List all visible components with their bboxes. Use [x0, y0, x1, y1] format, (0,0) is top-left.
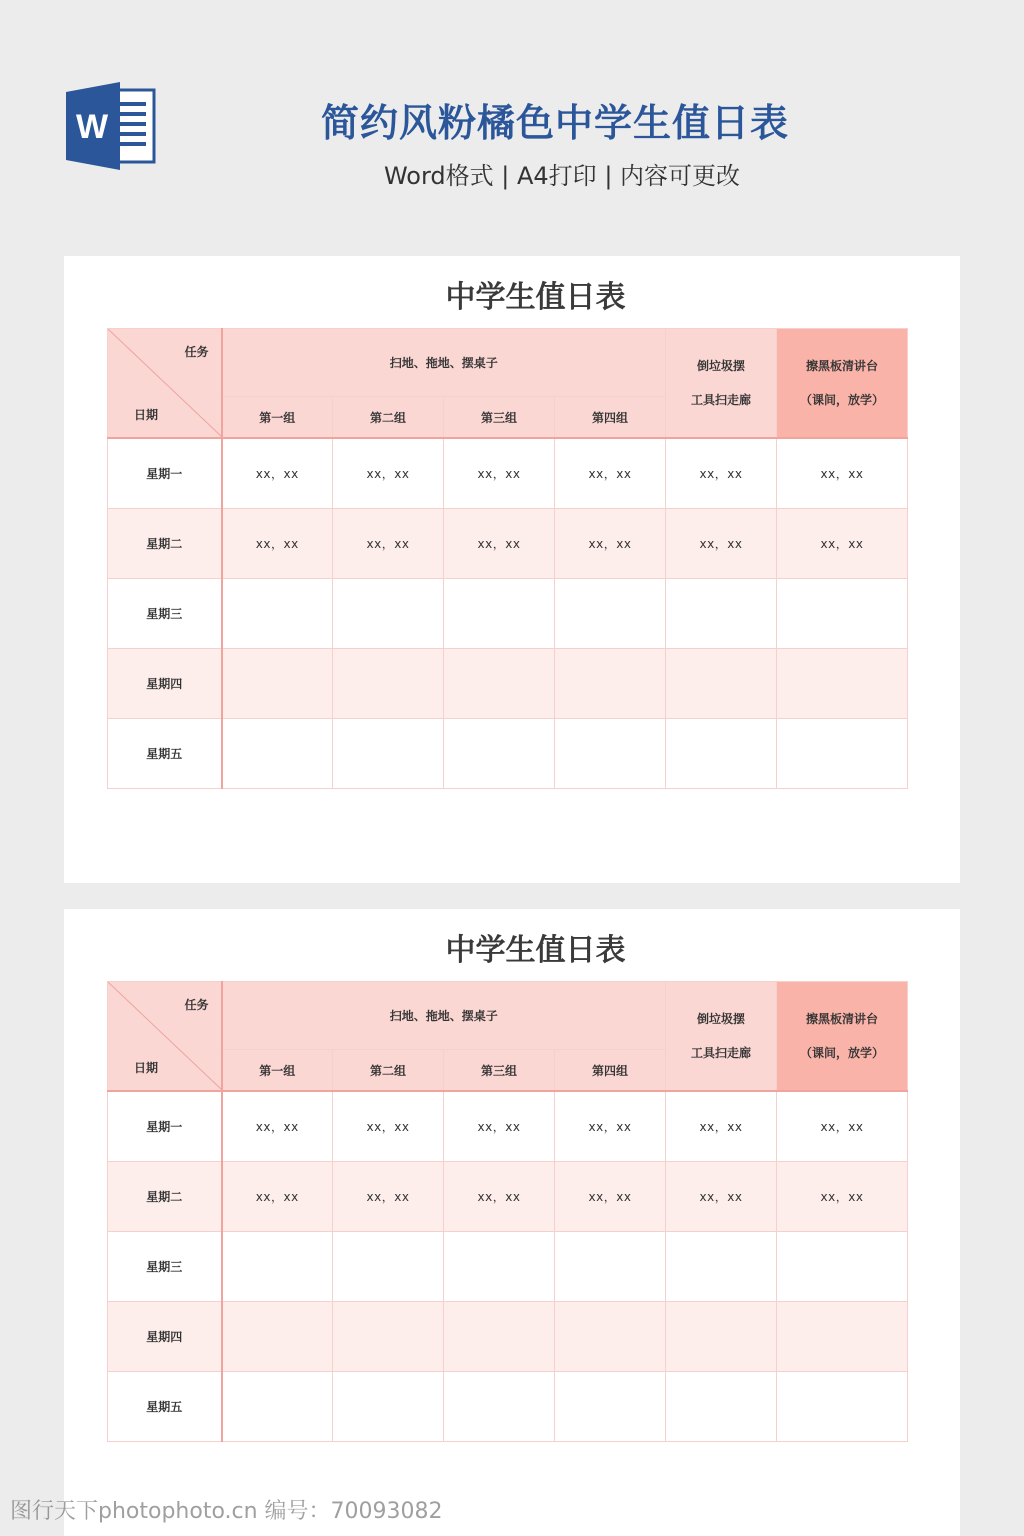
duty-cell: xx，xx [444, 509, 555, 579]
trash-corridor-header [666, 329, 777, 439]
duty-cell [777, 719, 908, 789]
day-label: 星期四 [108, 649, 222, 719]
blackboard-header [777, 982, 908, 1092]
group-header: 第三组 [444, 1050, 555, 1092]
duty-cell [666, 719, 777, 789]
duty-cell [555, 1372, 666, 1442]
day-label: 星期二 [108, 509, 222, 579]
page-title: 简约风粉橘色中学生值日表 [320, 101, 789, 145]
table-row [108, 649, 908, 719]
header-line: （课间，放学） [800, 393, 885, 407]
corner-date-label: 日期 [134, 408, 159, 422]
duty-cell: xx，xx [777, 1091, 908, 1162]
groups-header: 扫地、拖地、摆桌子 [222, 982, 666, 1050]
table-row [108, 1232, 908, 1302]
day-label: 星期一 [108, 1091, 222, 1162]
duty-cell: xx，xx [444, 438, 555, 509]
trash-corridor-header [666, 982, 777, 1092]
duty-cell [777, 1232, 908, 1302]
duty-cell [555, 649, 666, 719]
duty-cell: xx，xx [555, 509, 666, 579]
day-label: 星期四 [108, 1302, 222, 1372]
day-label: 星期五 [108, 719, 222, 789]
header-line: （课间，放学） [800, 1046, 885, 1060]
duty-cell: xx，xx [222, 1091, 333, 1162]
corner-date-label: 日期 [134, 1061, 159, 1075]
duty-cell [444, 1232, 555, 1302]
table-row [108, 1372, 908, 1442]
duty-cell: xx，xx [333, 438, 444, 509]
duty-cell [666, 649, 777, 719]
duty-cell [222, 1372, 333, 1442]
corner-task-label: 任务 [184, 345, 209, 359]
duty-cell [333, 579, 444, 649]
duty-cell: xx，xx [222, 438, 333, 509]
header-line: 擦黑板清讲台 [806, 1012, 879, 1026]
duty-cell [222, 719, 333, 789]
duty-cell [666, 1302, 777, 1372]
table-row [108, 1302, 908, 1372]
sheet-title: 中学生值日表 [445, 933, 626, 968]
header-line: 倒垃圾摆 [697, 359, 746, 373]
group-header: 第四组 [555, 397, 666, 439]
duty-cell [666, 1232, 777, 1302]
duty-cell [555, 719, 666, 789]
duty-cell: xx，xx [666, 438, 777, 509]
duty-cell [777, 649, 908, 719]
duty-cell [333, 1232, 444, 1302]
day-label: 星期三 [108, 579, 222, 649]
duty-cell [333, 1302, 444, 1372]
duty-cell [444, 719, 555, 789]
duty-cell: xx，xx [666, 509, 777, 579]
duty-cell: xx，xx [444, 1162, 555, 1232]
header-line: 擦黑板清讲台 [806, 359, 879, 373]
duty-cell: xx，xx [222, 1162, 333, 1232]
duty-cell [444, 1302, 555, 1372]
preview-page-2 [64, 909, 960, 1536]
day-label: 星期二 [108, 1162, 222, 1232]
duty-cell [444, 649, 555, 719]
duty-cell: xx，xx [777, 509, 908, 579]
duty-cell: xx，xx [555, 1091, 666, 1162]
duty-cell: xx，xx [666, 1091, 777, 1162]
duty-cell [222, 649, 333, 719]
duty-cell [333, 1372, 444, 1442]
duty-cell [555, 1232, 666, 1302]
group-header: 第二组 [333, 1050, 444, 1092]
group-header: 第四组 [555, 1050, 666, 1092]
duty-cell: xx，xx [777, 1162, 908, 1232]
preview-page-1 [64, 256, 960, 883]
header-line: 工具扫走廊 [691, 1046, 752, 1060]
duty-cell [777, 1302, 908, 1372]
duty-cell [555, 579, 666, 649]
duty-cell [444, 1372, 555, 1442]
corner-header-cell [108, 329, 222, 439]
blackboard-header [777, 329, 908, 439]
duty-cell [666, 1372, 777, 1442]
duty-cell: xx，xx [333, 1162, 444, 1232]
corner-task-label: 任务 [184, 998, 209, 1012]
duty-cell: xx，xx [555, 438, 666, 509]
duty-cell [222, 579, 333, 649]
word-logo-letter: W [75, 108, 109, 146]
groups-header: 扫地、拖地、摆桌子 [222, 329, 666, 397]
duty-cell [777, 1372, 908, 1442]
duty-cell: xx，xx [555, 1162, 666, 1232]
day-label: 星期三 [108, 1232, 222, 1302]
day-label: 星期一 [108, 438, 222, 509]
group-header: 第一组 [222, 1050, 333, 1092]
corner-header-cell [108, 982, 222, 1092]
duty-cell [666, 579, 777, 649]
table-row [108, 579, 908, 649]
duty-cell: xx，xx [666, 1162, 777, 1232]
header-line: 倒垃圾摆 [697, 1012, 746, 1026]
day-label: 星期五 [108, 1372, 222, 1442]
duty-cell [444, 579, 555, 649]
page-subtitle: Word格式 | A4打印 | 内容可更改 [383, 162, 741, 190]
watermark-text: 图行天下photophoto.cn 编号：70093082 [10, 1499, 443, 1524]
duty-cell: xx，xx [777, 438, 908, 509]
duty-cell: xx，xx [333, 1091, 444, 1162]
table-row [108, 1091, 908, 1162]
duty-cell [777, 579, 908, 649]
duty-table [107, 328, 908, 789]
group-header: 第一组 [222, 397, 333, 439]
sheet-title: 中学生值日表 [445, 280, 626, 315]
duty-cell [222, 1232, 333, 1302]
duty-cell: xx，xx [222, 509, 333, 579]
duty-cell: xx，xx [444, 1091, 555, 1162]
duty-cell [333, 719, 444, 789]
duty-cell: xx，xx [333, 509, 444, 579]
table-row [108, 719, 908, 789]
duty-cell [333, 649, 444, 719]
table-row [108, 1162, 908, 1232]
group-header: 第三组 [444, 397, 555, 439]
table-row [108, 438, 908, 509]
duty-table [107, 981, 908, 1442]
header-line: 工具扫走廊 [691, 393, 752, 407]
group-header: 第二组 [333, 397, 444, 439]
duty-cell [555, 1302, 666, 1372]
table-row [108, 509, 908, 579]
duty-cell [222, 1302, 333, 1372]
